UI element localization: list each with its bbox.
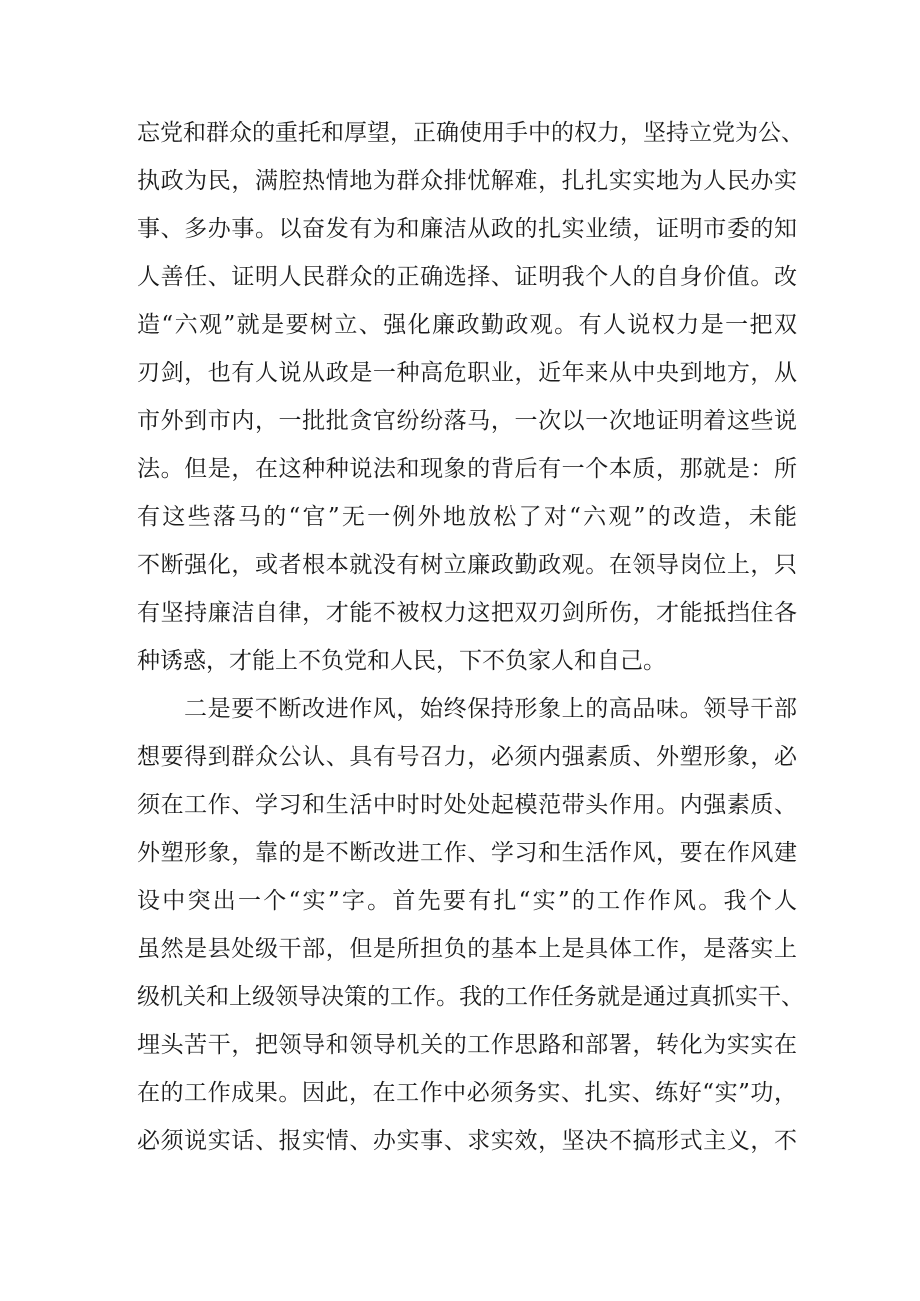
text-line: 外塑形象，靠的是不断改进工作、学习和生活作风，要在作风建 <box>137 840 797 866</box>
text-line: 级机关和上级领导决策的工作。我的工作任务就是通过真抓实干、 <box>137 984 804 1010</box>
text-line: 人善任、证明人民群众的正确选择、证明我个人的自身价值。改 <box>137 264 797 290</box>
text-line: 忘党和群众的重托和厚望，正确使用手中的权力，坚持立党为公、 <box>137 120 804 146</box>
text-line: 不断强化，或者根本就没有树立廉政勤政观。在领导岗位上，只 <box>137 552 797 578</box>
text-line: 须在工作、学习和生活中时时处处起模范带头作用。内强素质、 <box>137 792 797 818</box>
text-line: 在的工作成果。因此，在工作中必须务实、扎实、练好“实”功， <box>137 1080 797 1106</box>
text-line: 虽然是县处级干部，但是所担负的基本上是具体工作，是落实上 <box>137 936 797 962</box>
text-line: 事、多办事。以奋发有为和廉洁从政的扎实业绩，证明市委的知 <box>137 216 797 242</box>
text-line: 必须说实话、报实情、办实事、求实效，坚决不搞形式主义，不 <box>137 1128 797 1154</box>
text-line: 执政为民，满腔热情地为群众排忧解难，扎扎实实地为人民办实 <box>137 168 797 194</box>
text-line: 市外到市内，一批批贪官纷纷落马，一次以一次地证明着这些说 <box>137 408 797 434</box>
text-line: 种诱惑，才能上不负党和人民，下不负家人和自己。 <box>137 648 666 674</box>
text-line: 刃剑，也有人说从政是一种高危职业，近年来从中央到地方，从 <box>137 360 797 386</box>
text-line: 埋头苦干，把领导和领导机关的工作思路和部署，转化为实实在 <box>137 1032 797 1058</box>
text-line: 有这些落马的“官”无一例外地放松了对“六观”的改造，未能 <box>137 504 797 530</box>
text-line: 有坚持廉洁自律，才能不被权力这把双刃剑所伤，才能抵挡住各 <box>137 600 797 626</box>
text-line: 二是要不断改进作风，始终保持形象上的高品味。领导干部 <box>184 696 797 722</box>
text-line: 法。但是，在这种种说法和现象的背后有一个本质，那就是：所 <box>137 456 797 482</box>
text-line: 想要得到群众公认、具有号召力，必须内强素质、外塑形象，必 <box>137 744 797 770</box>
text-line: 设中突出一个“实”字。首先要有扎“实”的工作作风。我个人 <box>137 888 797 914</box>
text-line: 造“六观”就是要树立、强化廉政勤政观。有人说权力是一把双 <box>137 312 797 338</box>
